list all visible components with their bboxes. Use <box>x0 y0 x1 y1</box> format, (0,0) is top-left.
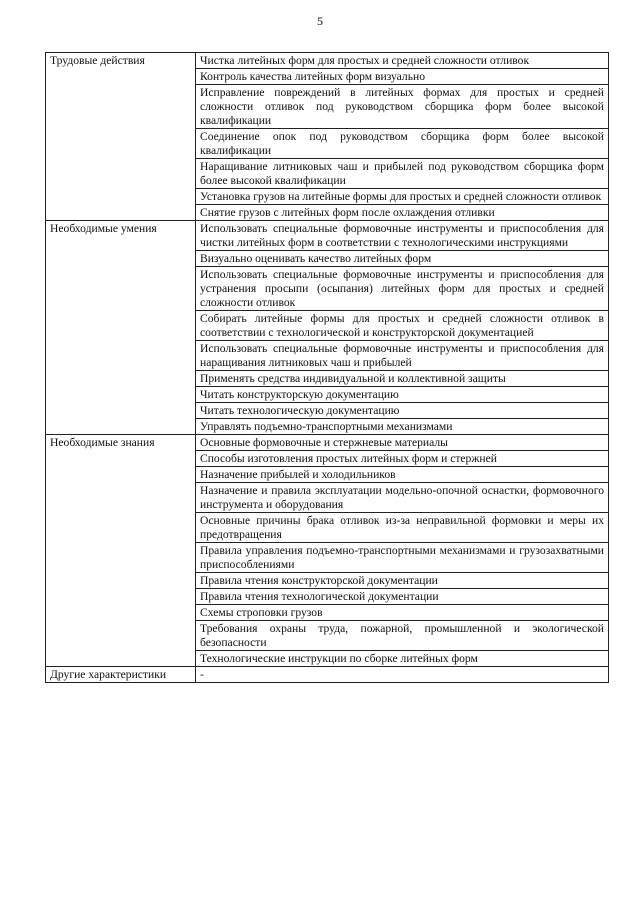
section-item: Читать технологическую документацию <box>196 403 609 419</box>
section-item: Чистка литейных форм для простых и средней сложности отливок <box>196 53 609 69</box>
section-item: Визуально оценивать качество литейных форм <box>196 251 609 267</box>
section-item: Способы изготовления простых литейных форм и стержней <box>196 451 609 467</box>
section-item: Правила чтения конструкторской документации <box>196 573 609 589</box>
section-item: Установка грузов на литейные формы для простых и средней сложности отливок <box>196 189 609 205</box>
section-item: Снятие грузов с литейных форм после охлаждения отливки <box>196 205 609 221</box>
section-item: Схемы строповки грузов <box>196 605 609 621</box>
section-item: Собирать литейные формы для простых и средней сложности отливок в соответствии с технологической и конструкторской документацией <box>196 311 609 341</box>
page-number: 5 <box>317 14 323 28</box>
other-value: - <box>196 667 609 683</box>
section-item: Использовать специальные формовочные инструменты и приспособления для наращивания литниковых чаш и прибылей <box>196 341 609 371</box>
section-item: Использовать специальные формовочные инструменты и приспособления для чистки литейных форм в соответствии с технологическими инструкциями <box>196 221 609 251</box>
section-label: Необходимые знания <box>46 435 196 667</box>
section-item: Контроль качества литейных форм визуально <box>196 69 609 85</box>
section-item: Соединение опок под руководством сборщика форм более высокой квалификации <box>196 129 609 159</box>
table-row <box>46 53 609 69</box>
section-item: Применять средства индивидуальной и коллективной защиты <box>196 371 609 387</box>
table-row <box>46 435 609 451</box>
section-item: Назначение прибылей и холодильников <box>196 467 609 483</box>
other-label: Другие характеристики <box>46 667 196 683</box>
section-label: Необходимые умения <box>46 221 196 435</box>
section-item: Правила управления подъемно-транспортными механизмами и грузозахватными приспособлениями <box>196 543 609 573</box>
section-item: Исправление повреждений в литейных формах для простых и средней сложности отливок под руководством сборщика форм более высокой квалификации <box>196 85 609 129</box>
section-item: Правила чтения технологической документации <box>196 589 609 605</box>
section-item: Управлять подъемно-транспортными механизмами <box>196 419 609 435</box>
section-item: Технологические инструкции по сборке литейных форм <box>196 651 609 667</box>
section-label: Трудовые действия <box>46 53 196 221</box>
table-row <box>46 667 609 683</box>
section-item: Требования охраны труда, пожарной, промышленной и экологической безопасности <box>196 621 609 651</box>
table-row <box>46 221 609 251</box>
section-item: Использовать специальные формовочные инструменты и приспособления для устранения просыпи (осыпания) литейных форм для простых и средней сложности отливок <box>196 267 609 311</box>
section-item: Назначение и правила эксплуатации модельно-опочной оснастки, формовочного инструмента и оборудования <box>196 483 609 513</box>
section-item: Основные формовочные и стержневые материалы <box>196 435 609 451</box>
section-item: Читать конструкторскую документацию <box>196 387 609 403</box>
section-item: Наращивание литниковых чаш и прибылей под руководством сборщика форм более высокой квалификации <box>196 159 609 189</box>
competency-table <box>45 52 609 683</box>
section-item: Основные причины брака отливок из-за неправильной формовки и меры их предотвращения <box>196 513 609 543</box>
